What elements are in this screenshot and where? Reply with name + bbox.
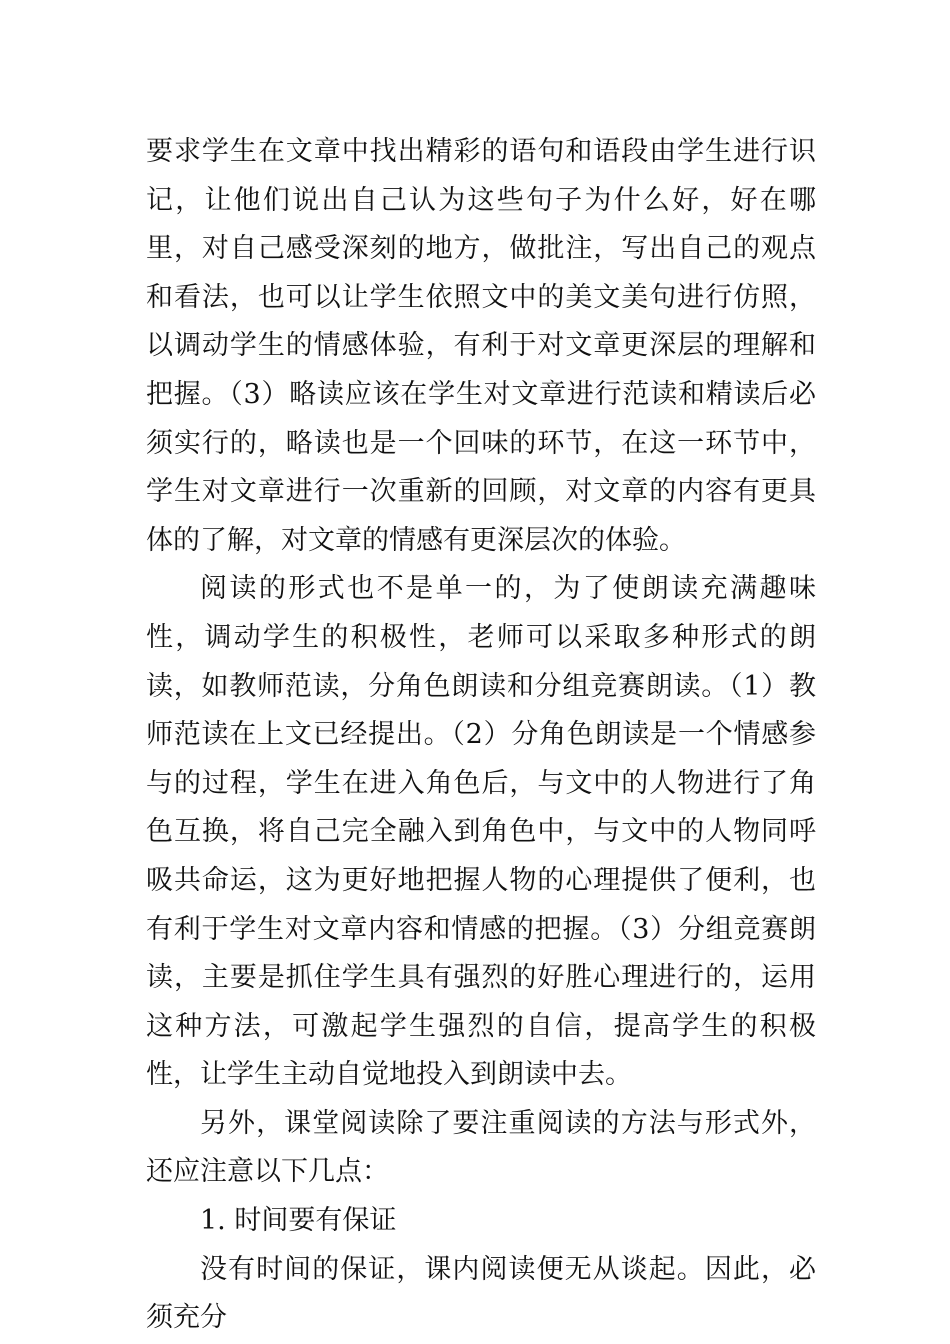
body-text	[146, 128, 816, 1343]
paragraph-continuation: 要求学生在文章中找出精彩的语句和语段由学生进行识记，让他们说出自己认为这些句子为什么好，好在哪里，对自己感受深刻的地方，做批注，写出自己的观点和看法，也可以让学生依照文中的美文美句进行仿照，以调动学生的情感体验，有利于对文章更深层的理解和把握。（3）略读应该在学生对文章进行范读和精读后必须实行的，略读也是一个回味的环节，在这一环节中，学生对文章进行一次重新的回顾，对文章的内容有更具体的了解，对文章的情感有更深层次的体验。	[146, 136, 816, 556]
section-heading-time: 1. 时间要有保证	[200, 1205, 397, 1237]
paragraph-reading-forms: 阅读的形式也不是单一的，为了使朗读充满趣味性，调动学生的积极性，老师可以采取多种形式的朗读，如教师范读，分角色朗读和分组竞赛朗读。（1）教师范读在上文已经提出。（2）分角色朗读是一个情感参与的过程，学生在进入角色后，与文中的人物进行了角色互换，将自己完全融入到角色中，与文中的人物同呼吸共命运，这为更好地把握人物的心理提供了便利，也有利于学生对文章内容和情感的把握。（3）分组竞赛朗读，主要是抓住学生具有强烈的好胜心理进行的，运用这种方法，可激起学生强烈的自信，提高学生的积极性，让学生主动自觉地投入到朗读中去。	[146, 573, 816, 1091]
paragraph-time-guarantee: 没有时间的保证，课内阅读便无从谈起。因此，必须充分	[146, 1253, 816, 1334]
paragraph-additional-points: 另外，课堂阅读除了要注重阅读的方法与形式外，还应注意以下几点：	[146, 1107, 816, 1188]
